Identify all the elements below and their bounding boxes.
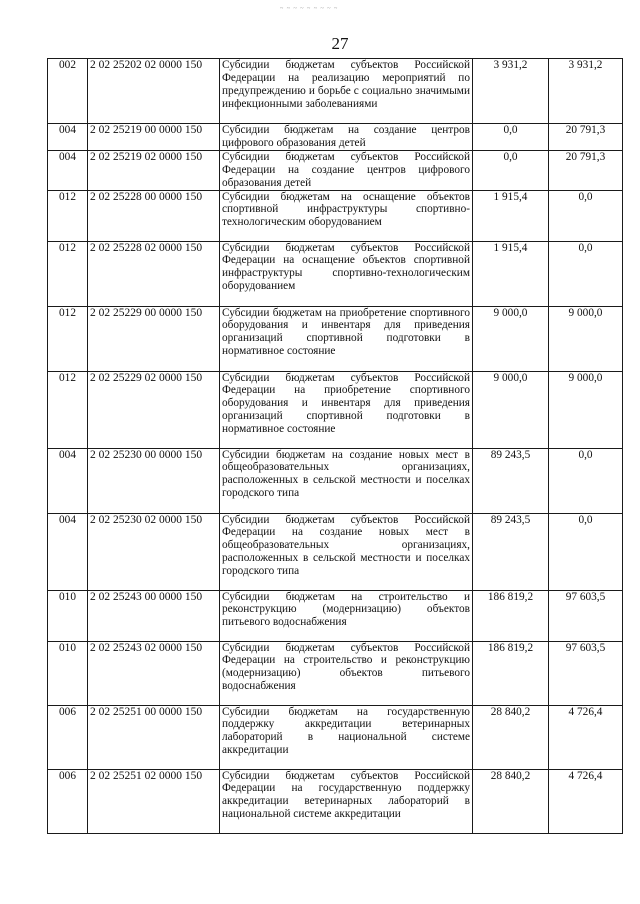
revenue-name-cell: Субсидии бюджетам субъектов Российской Федерации на приобретение спортивного оборудования и инвентаря для приведения организаций спортивной подготовки в нормативное состояние: [220, 371, 473, 448]
admin-code-cell: 010: [48, 641, 88, 705]
table-row: [48, 124, 623, 151]
amount-year-2-cell: 0,0: [549, 513, 623, 590]
table-body: [48, 59, 623, 834]
admin-code-cell: 004: [48, 124, 88, 151]
table-row: [48, 513, 623, 590]
table-row: [48, 190, 623, 241]
admin-code-cell: 004: [48, 448, 88, 513]
revenue-name-cell: Субсидии бюджетам на оснащение объектов спортивной инфраструктуры спортивно-технологическим оборудованием: [220, 190, 473, 241]
budget-classification-code-cell: 2 02 25202 02 0000 150: [88, 59, 220, 124]
faded-stamp: ~ ~ ~ ~ ~ ~ ~ ~ ~: [280, 6, 339, 12]
budget-classification-code-cell: 2 02 25229 00 0000 150: [88, 306, 220, 371]
amount-year-1-cell: 186 819,2: [473, 641, 549, 705]
revenue-name-cell: Субсидии бюджетам субъектов Российской Федерации на создание новых мест в общеобразовательных организациях, расположенных в сельской местности и поселках городского типа: [220, 513, 473, 590]
amount-year-1-cell: 0,0: [473, 150, 549, 190]
table-row: [48, 705, 623, 769]
revenue-name-cell: Субсидии бюджетам на государственную поддержку аккредитации ветеринарных лабораторий в национальной системе аккредитации: [220, 705, 473, 769]
amount-year-1-cell: 89 243,5: [473, 513, 549, 590]
admin-code-cell: 010: [48, 590, 88, 641]
budget-classification-code-cell: 2 02 25243 00 0000 150: [88, 590, 220, 641]
amount-year-2-cell: 97 603,5: [549, 641, 623, 705]
revenue-name-cell: Субсидии бюджетам на строительство и реконструкцию (модернизацию) объектов питьевого водоснабжения: [220, 590, 473, 641]
amount-year-2-cell: 0,0: [549, 190, 623, 241]
amount-year-2-cell: 20 791,3: [549, 124, 623, 151]
budget-classification-code-cell: 2 02 25251 00 0000 150: [88, 705, 220, 769]
revenue-name-cell: Субсидии бюджетам субъектов Российской Федерации на оснащение объектов спортивной инфраструктуры спортивно-технологическим оборудованием: [220, 241, 473, 306]
amount-year-2-cell: 20 791,3: [549, 150, 623, 190]
admin-code-cell: 012: [48, 371, 88, 448]
table-row: [48, 448, 623, 513]
amount-year-1-cell: 1 915,4: [473, 190, 549, 241]
table-row: [48, 150, 623, 190]
budget-classification-code-cell: 2 02 25228 00 0000 150: [88, 190, 220, 241]
revenue-name-cell: Субсидии бюджетам субъектов Российской Федерации на реализацию мероприятий по предупреждению и борьбе с социально значимыми инфекционными заболеваниями: [220, 59, 473, 124]
amount-year-1-cell: 9 000,0: [473, 371, 549, 448]
table-row: [48, 769, 623, 833]
table-row: [48, 590, 623, 641]
amount-year-2-cell: 0,0: [549, 448, 623, 513]
admin-code-cell: 012: [48, 241, 88, 306]
budget-classification-code-cell: 2 02 25243 02 0000 150: [88, 641, 220, 705]
page-number: 27: [331, 34, 349, 53]
amount-year-2-cell: 9 000,0: [549, 306, 623, 371]
admin-code-cell: 004: [48, 150, 88, 190]
amount-year-1-cell: 186 819,2: [473, 590, 549, 641]
revenue-name-cell: Субсидии бюджетам субъектов Российской Федерации на строительство и реконструкцию (модернизацию) объектов питьевого водоснабжения: [220, 641, 473, 705]
table-row: [48, 641, 623, 705]
admin-code-cell: 002: [48, 59, 88, 124]
revenue-name-cell: Субсидии бюджетам на создание новых мест в общеобразовательных организациях, расположенных в сельской местности и поселках городского типа: [220, 448, 473, 513]
amount-year-2-cell: 4 726,4: [549, 769, 623, 833]
amount-year-1-cell: 89 243,5: [473, 448, 549, 513]
amount-year-2-cell: 3 931,2: [549, 59, 623, 124]
revenue-name-cell: Субсидии бюджетам субъектов Российской Федерации на создание центров цифрового образования детей: [220, 150, 473, 190]
amount-year-2-cell: 4 726,4: [549, 705, 623, 769]
budget-classification-code-cell: 2 02 25219 02 0000 150: [88, 150, 220, 190]
admin-code-cell: 012: [48, 190, 88, 241]
revenue-name-cell: Субсидии бюджетам на создание центров цифрового образования детей: [220, 124, 473, 151]
admin-code-cell: 006: [48, 705, 88, 769]
amount-year-2-cell: 97 603,5: [549, 590, 623, 641]
amount-year-1-cell: 28 840,2: [473, 705, 549, 769]
budget-classification-code-cell: 2 02 25251 02 0000 150: [88, 769, 220, 833]
budget-classification-code-cell: 2 02 25219 00 0000 150: [88, 124, 220, 151]
budget-classification-code-cell: 2 02 25230 00 0000 150: [88, 448, 220, 513]
revenue-name-cell: Субсидии бюджетам на приобретение спортивного оборудования и инвентаря для приведения организаций спортивной подготовки в нормативное состояние: [220, 306, 473, 371]
budget-classification-code-cell: 2 02 25230 02 0000 150: [88, 513, 220, 590]
amount-year-1-cell: 9 000,0: [473, 306, 549, 371]
table-row: [48, 371, 623, 448]
budget-classification-code-cell: 2 02 25228 02 0000 150: [88, 241, 220, 306]
admin-code-cell: 006: [48, 769, 88, 833]
amount-year-2-cell: 0,0: [549, 241, 623, 306]
table-row: [48, 306, 623, 371]
amount-year-1-cell: 1 915,4: [473, 241, 549, 306]
admin-code-cell: 012: [48, 306, 88, 371]
budget-classification-code-cell: 2 02 25229 02 0000 150: [88, 371, 220, 448]
budget-revenue-table: [47, 58, 623, 834]
table-row: [48, 59, 623, 124]
amount-year-1-cell: 0,0: [473, 124, 549, 151]
revenue-name-cell: Субсидии бюджетам субъектов Российской Федерации на государственную поддержку аккредитации ветеринарных лабораторий в национальной системе аккредитации: [220, 769, 473, 833]
amount-year-2-cell: 9 000,0: [549, 371, 623, 448]
amount-year-1-cell: 28 840,2: [473, 769, 549, 833]
table-row: [48, 241, 623, 306]
admin-code-cell: 004: [48, 513, 88, 590]
amount-year-1-cell: 3 931,2: [473, 59, 549, 124]
